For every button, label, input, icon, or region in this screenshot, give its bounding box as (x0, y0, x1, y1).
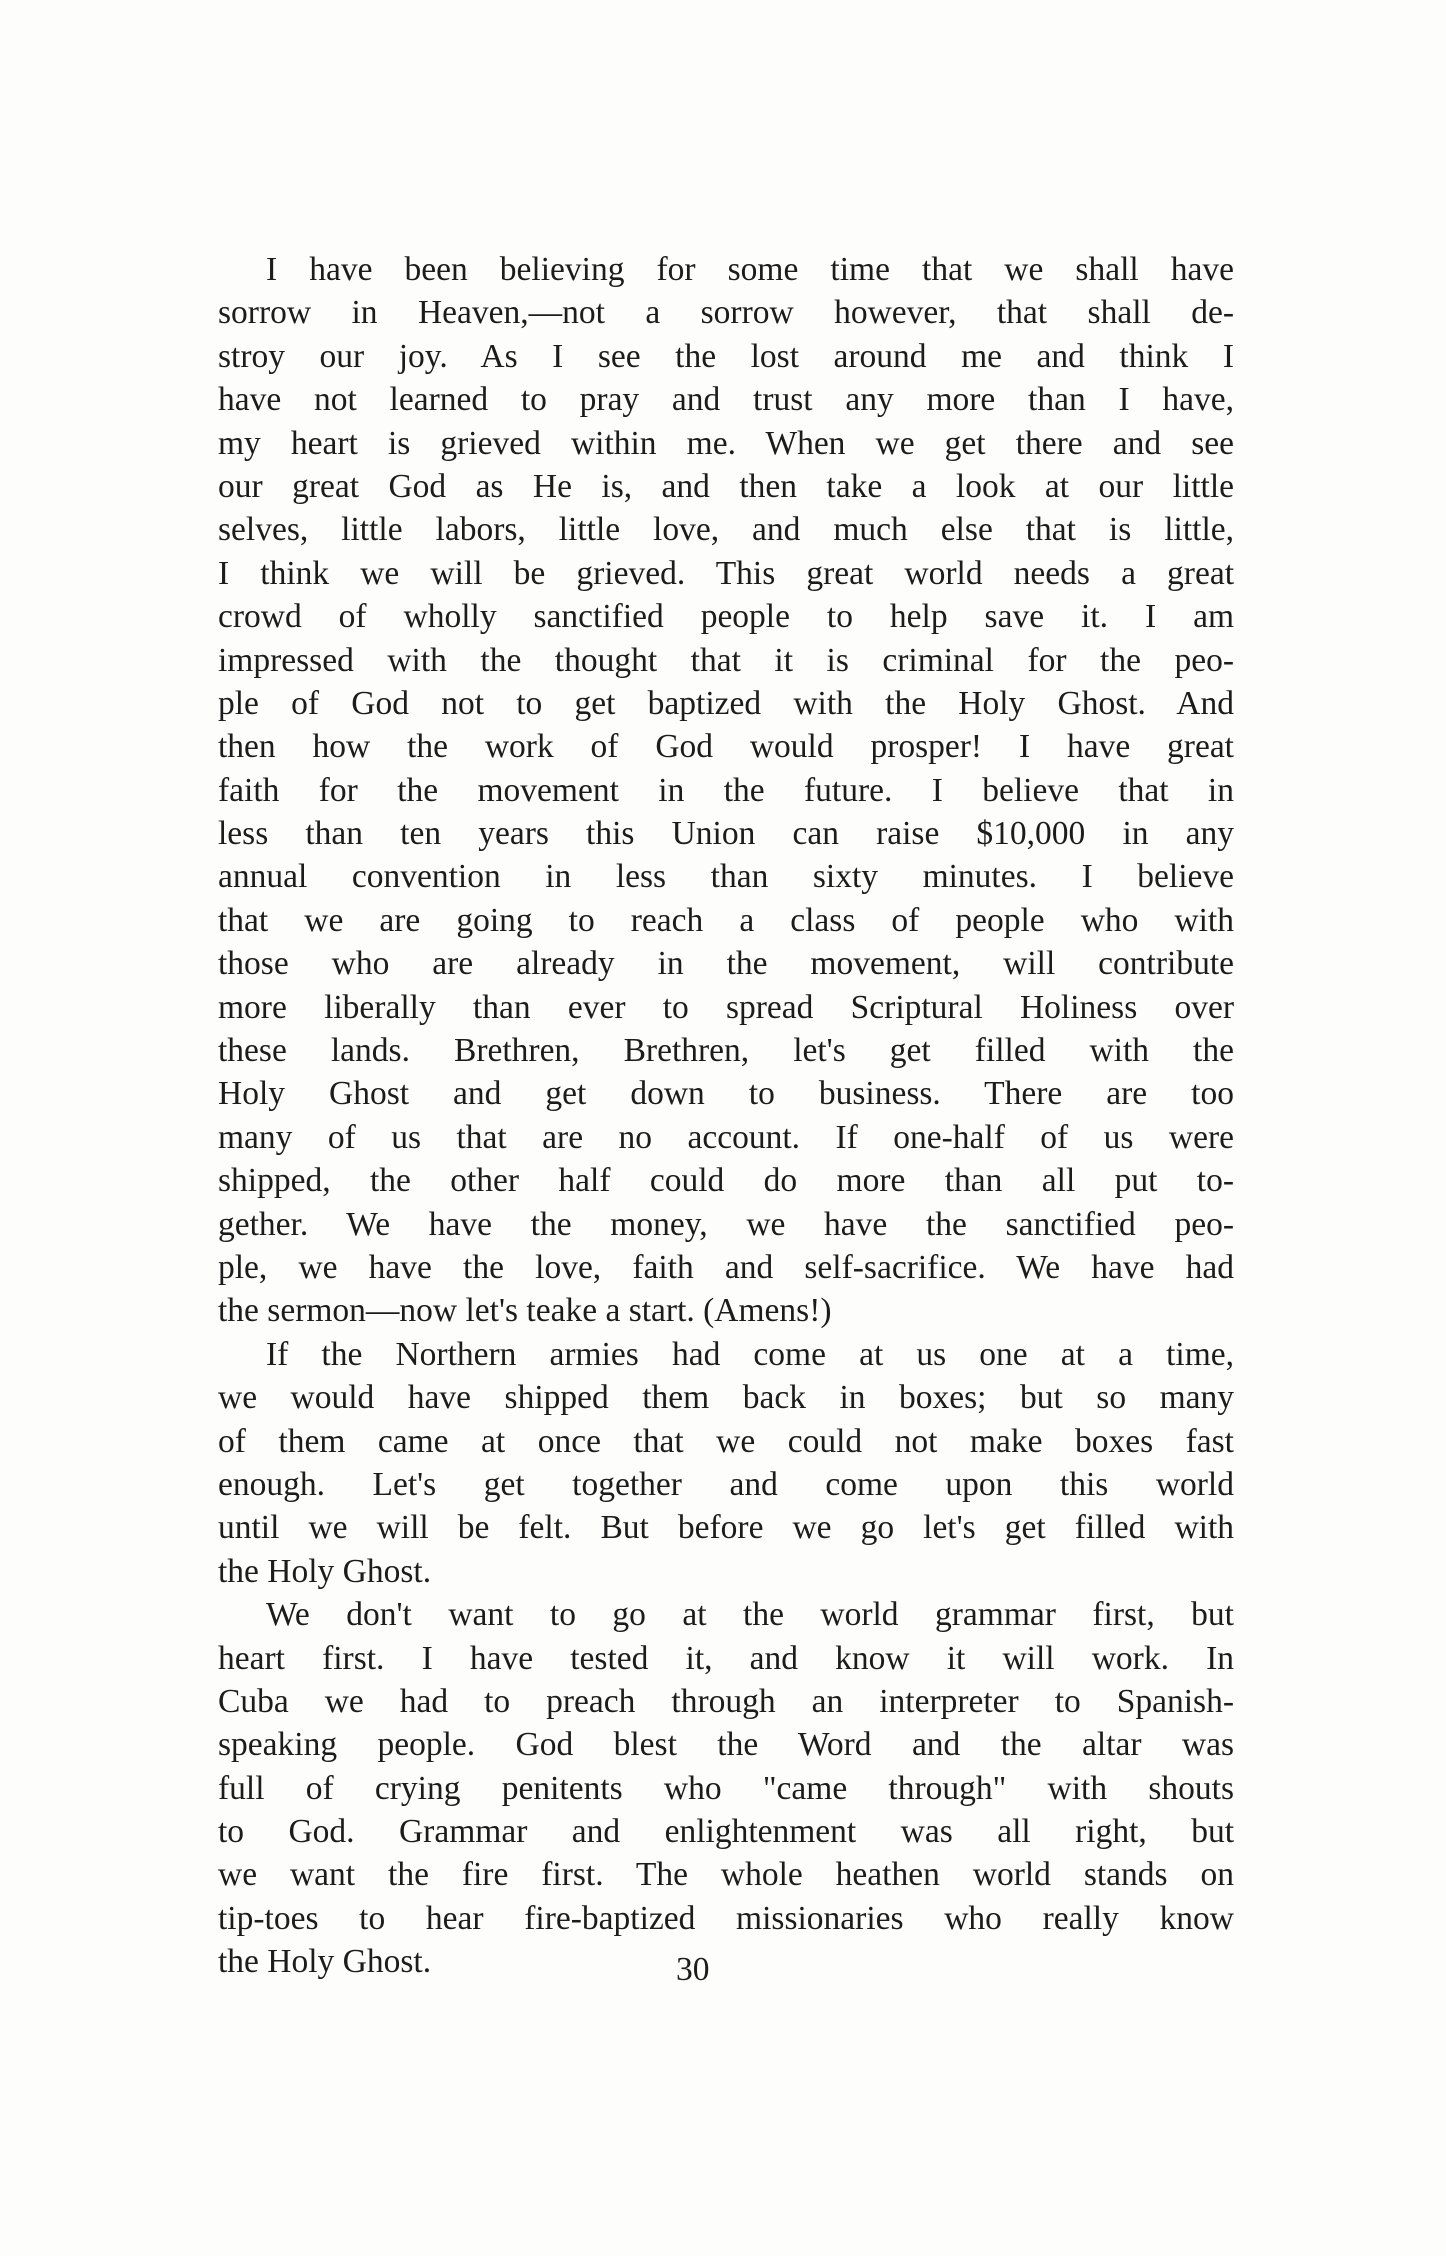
text-line: enough. Let's get together and come upon this world (218, 1465, 1234, 1503)
text-line: full of crying penitents who "came through" with shouts (218, 1769, 1234, 1807)
text-line: gether. We have the money, we have the sanctified peo- (218, 1205, 1234, 1243)
text-line: those who are already in the movement, will contribute (218, 945, 1234, 983)
text-line: crowd of wholly sanctified people to help save it. I am (218, 598, 1234, 636)
text-line: less than ten years this Union can raise $10,000 in any (218, 815, 1234, 853)
page-number: 30 (676, 1951, 710, 1988)
text-line: faith for the movement in the future. I believe that in (218, 771, 1234, 809)
text-line: to God. Grammar and enlightenment was all right, but (218, 1813, 1234, 1851)
text-line: have not learned to pray and trust any more than I have, (218, 381, 1234, 419)
text-line: Cuba we had to preach through an interpreter to Spanish- (218, 1682, 1234, 1720)
text-line: these lands. Brethren, Brethren, let's get filled with the (218, 1032, 1234, 1070)
text-line: my heart is grieved within me. When we get there and see (218, 424, 1234, 462)
body-text (218, 248, 1234, 1984)
text-line: heart first. I have tested it, and know it will work. In (218, 1639, 1234, 1677)
text-line: annual convention in less than sixty minutes. I believe (218, 858, 1234, 896)
text-line: shipped, the other half could do more than all put to- (218, 1162, 1234, 1200)
text-line: I have been believing for some time that we shall have (266, 251, 1234, 288)
text-line: If the Northern armies had come at us one at a time, (266, 1335, 1234, 1373)
text-line: We don't want to go at the world grammar first, but (266, 1596, 1234, 1634)
text-line: selves, little labors, little love, and much else that is little, (218, 511, 1234, 549)
text-line: that we are going to reach a class of people who with (218, 901, 1234, 939)
text-line: until we will be felt. But before we go let's get filled with (218, 1509, 1234, 1547)
text-line: stroy our joy. As I see the lost around me and think I (218, 337, 1234, 375)
text-line: tip-toes to hear fire-baptized missionaries who really know (218, 1899, 1234, 1937)
text-line: I think we will be grieved. This great world needs a great (218, 554, 1234, 592)
text-line: our great God as He is, and then take a look at our little (218, 467, 1234, 505)
text-line: we want the fire first. The whole heathen world stands on (218, 1856, 1234, 1894)
text-line: more liberally than ever to spread Scriptural Holiness over (218, 988, 1234, 1026)
text-line: Holy Ghost and get down to business. There are too (218, 1075, 1234, 1113)
text-line: the sermon—now let's teake a start. (Amens!) (218, 1292, 832, 1330)
text-line: ple of God not to get baptized with the Holy Ghost. And (218, 684, 1234, 722)
text-line: impressed with the thought that it is criminal for the peo- (218, 641, 1234, 679)
text-line: speaking people. God blest the Word and the altar was (218, 1726, 1234, 1764)
text-line: the Holy Ghost. (218, 1552, 432, 1590)
text-line: ple, we have the love, faith and self-sacrifice. We have had (218, 1248, 1234, 1286)
text-line: of them came at once that we could not make boxes fast (218, 1422, 1234, 1460)
text-line: then how the work of God would prosper! I have great (218, 728, 1234, 766)
text-line: many of us that are no account. If one-half of us were (218, 1118, 1234, 1156)
text-line: sorrow in Heaven,—not a sorrow however, that shall de- (218, 294, 1234, 332)
text-line: the Holy Ghost. (218, 1943, 432, 1981)
text-line: we would have shipped them back in boxes; but so many (218, 1379, 1234, 1417)
